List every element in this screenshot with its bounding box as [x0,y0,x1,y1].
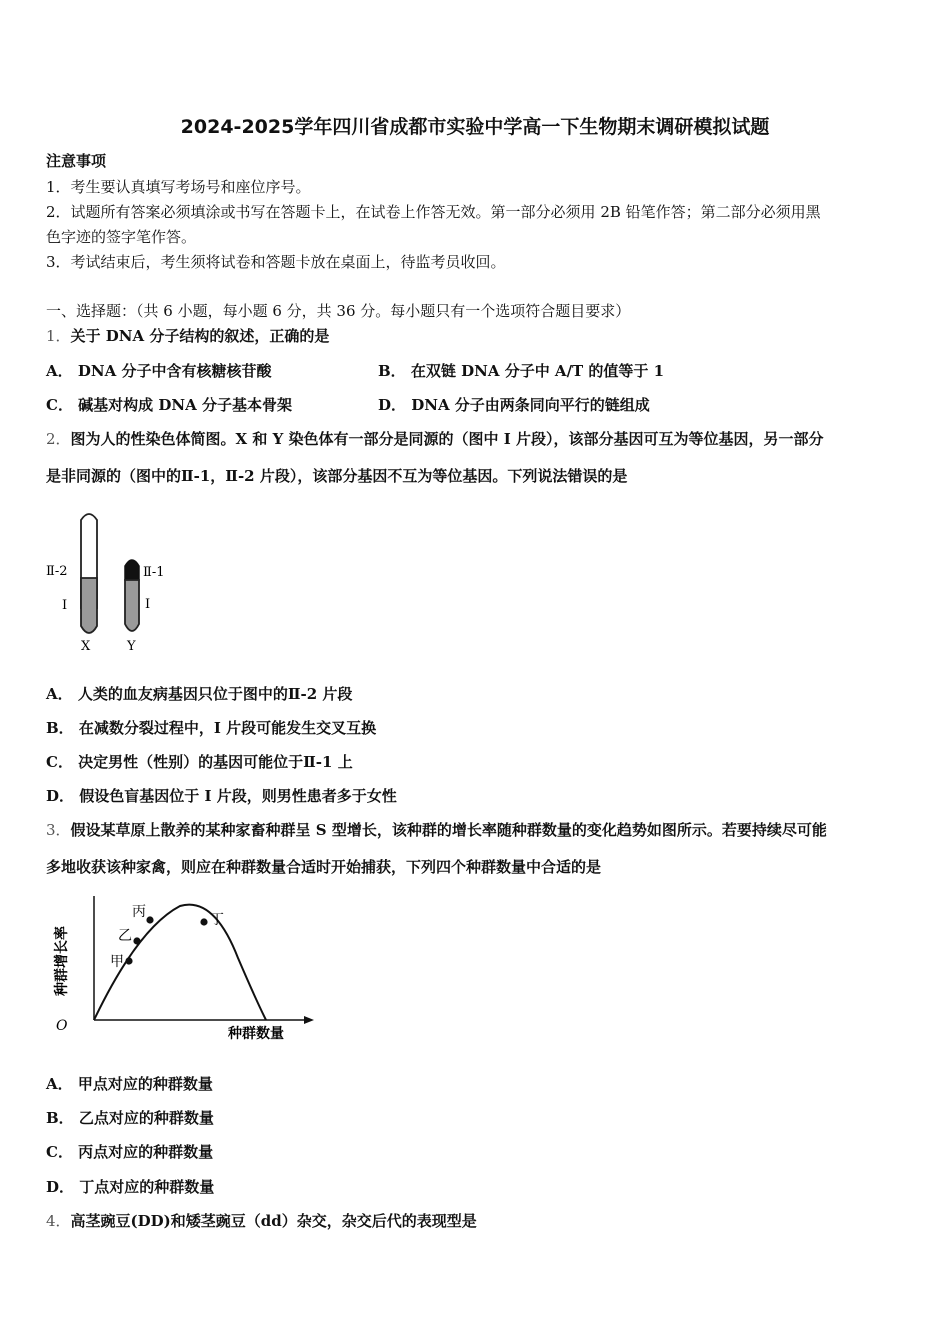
chart-point-label: 丁 [210,912,224,928]
q1-option-a: A． DNA 分子中含有核糖核苷酸 [46,362,272,380]
question-number: 2． [46,430,71,448]
q2-option-a: A． 人类的血友病基因只位于图中的Ⅱ-2 片段 [46,685,353,703]
growth-rate-chart [44,888,324,1048]
chart-point-1 [125,957,132,964]
y-axis-label: 种群增长率 [54,926,70,996]
question-number: 4． [46,1212,71,1230]
label-ii-1: Ⅱ-1 [143,565,165,580]
question-stem: 假设某草原上散养的某种家畜种群呈 S 型增长，该种群的增长率随种群数量的变化趋势如图所示。若要持续尽可能 [70,821,827,839]
x-chromosome [81,514,97,633]
notice-heading: 注意事项 [46,152,107,170]
label-x-i: I [62,598,68,613]
label-ii-2: Ⅱ-2 [46,564,68,579]
chart-point-label: 丙 [132,904,146,920]
question-stem-cont: 多地收获该种家禽，则应在种群数量合适时开始捕获，下列四个种群数量中合适的是 [46,858,602,876]
chart-point-2 [133,937,140,944]
q3-option-b: B． 乙点对应的种群数量 [46,1109,214,1127]
question-stem: 高茎豌豆(DD)和矮茎豌豆（dd）杂交，杂交后代的表现型是 [70,1212,477,1230]
notice-item: 1．考生要认真填写考场号和座位序号。 [46,178,311,196]
q2-option-d: D． 假设色盲基因位于 I 片段，则男性患者多于女性 [46,787,397,805]
question-stem-cont: 是非同源的（图中的Ⅱ-1，Ⅱ-2 片段），该部分基因不互为等位基因。下列说法错误的是 [46,467,628,485]
label-x: X [81,639,91,654]
chart-point-label: 甲 [110,954,124,970]
q3-option-a: A． 甲点对应的种群数量 [46,1075,213,1093]
q3-option-c: C． 丙点对应的种群数量 [46,1143,214,1161]
question-2 [46,430,824,448]
origin-label: O [56,1018,68,1034]
chart-point-4 [200,918,207,925]
x-axis-label: 种群数量 [228,1026,284,1042]
question-3 [46,821,827,839]
notice-item: 色字迹的签字笔作答。 [46,228,197,246]
q1-option-d: D． DNA 分子由两条同向平行的链组成 [378,396,650,414]
section-heading: 一、选择题：（共 6 小题，每小题 6 分，共 36 分。每小题只有一个选项符合题目要求） [46,302,631,320]
q3-option-d: D． 丁点对应的种群数量 [46,1178,215,1196]
question-4 [46,1212,477,1230]
label-y: Y [127,639,136,654]
notice-item: 3．考试结束后，考生须将试卷和答题卡放在桌面上，待监考员收回。 [46,253,506,271]
question-1 [46,327,329,345]
x-axis-arrow [304,1016,314,1024]
notice-item: 2．试题所有答案必须填涂或书写在答题卡上，在试卷上作答无效。第一部分必须用 2B 铅笔作答；第二部分必须用黑 [46,203,821,221]
question-stem: 图为人的性染色体简图。X 和 Y 染色体有一部分是同源的（图中 I 片段），该部分基因可互为等位基因，另一部分 [70,430,824,448]
q1-option-c: C． 碱基对构成 DNA 分子基本骨架 [46,396,292,414]
q2-option-b: B． 在减数分裂过程中，I 片段可能发生交叉互换 [46,719,377,737]
page-title: 2024-2025学年四川省成都市实验中学高一下生物期末调研模拟试题 [180,116,770,138]
label-y-i: I [145,597,151,612]
q1-option-b: B． 在双链 DNA 分子中 A/T 的值等于 1 [378,362,665,380]
question-stem: 关于 DNA 分子结构的叙述，正确的是 [70,327,330,345]
question-number: 1． [46,327,71,345]
chart-point-label: 乙 [118,928,132,944]
sex-chromosome-figure [44,508,184,656]
question-number: 3． [46,821,71,839]
chart-point-3 [146,916,153,923]
y-chromosome [125,560,139,631]
q2-option-c: C． 决定男性（性别）的基因可能位于Ⅱ-1 上 [46,753,353,771]
